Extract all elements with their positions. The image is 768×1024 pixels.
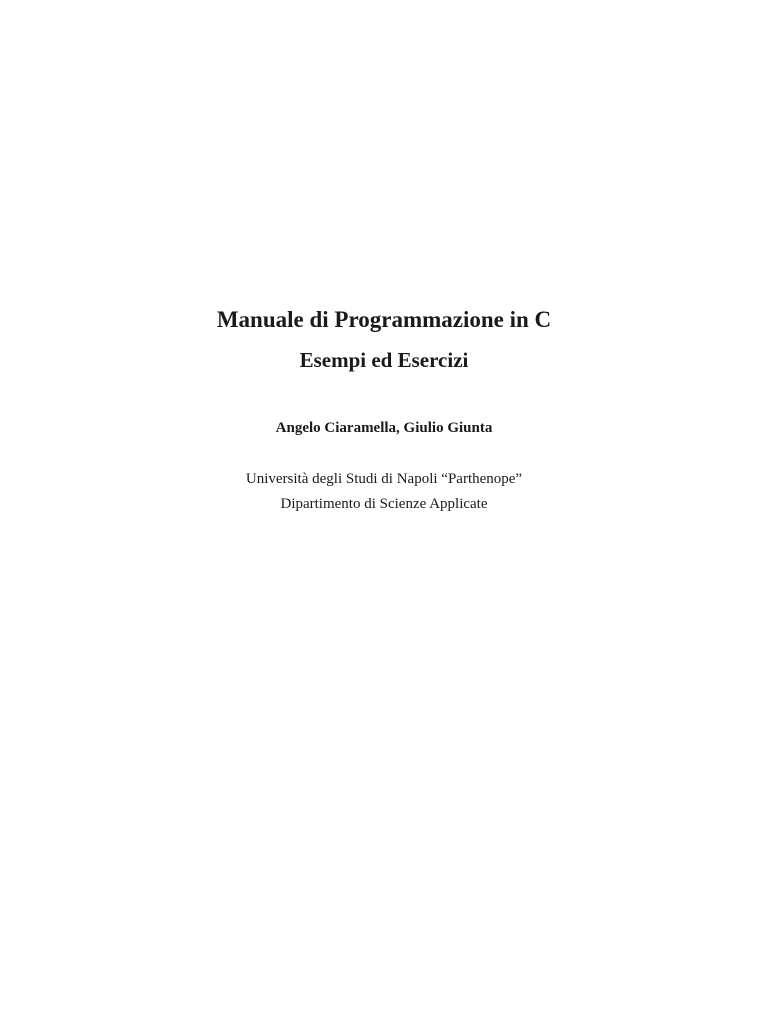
document-subtitle: Esempi ed Esercizi [299, 348, 469, 372]
document-authors: Angelo Ciaramella, Giulio Giunta [275, 420, 493, 436]
affiliation-university: Università degli Studi di Napoli “Parthenope” [245, 471, 523, 487]
affiliation-department: Dipartimento di Scienze Applicate [280, 496, 488, 512]
document-title: Manuale di Programmazione in C [216, 307, 552, 332]
